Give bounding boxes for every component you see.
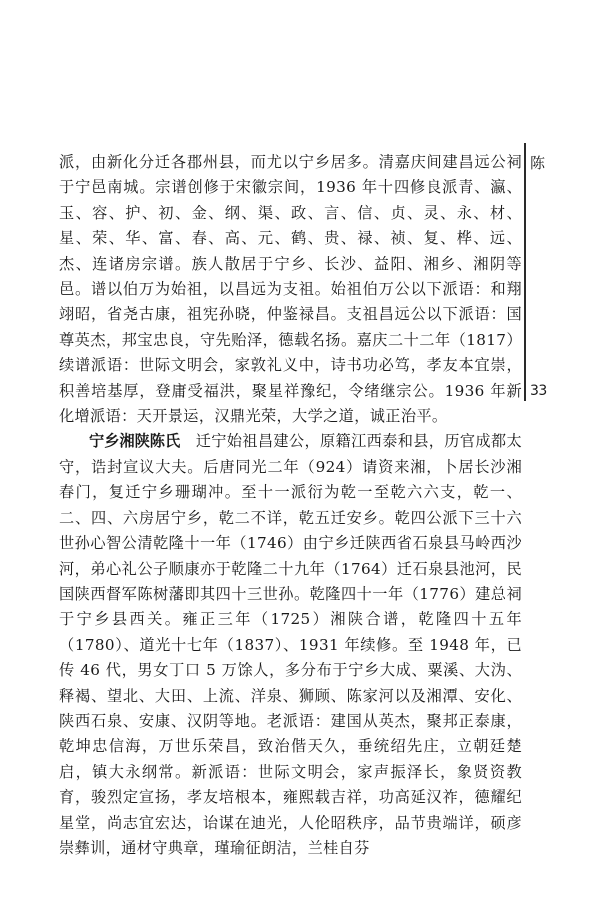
page-number: 33 [530, 383, 547, 399]
margin-rule [524, 143, 526, 401]
running-head: 陈 [530, 154, 546, 172]
paragraph-2-body: 迁宁始祖昌建公，原籍江西泰和县，历官成都太守，诰封宣议大夫。后唐同光二年（924）请资来湘，卜居长沙湘春门，复迁宁乡珊瑚冲。至十一派衍为乾一至乾六六支，乾一、二、四、六房居宁乡，乾二不详，乾五迁安乡。乾四公派下三十六世孙心智公清乾隆十一年（1746）由宁乡迁陕西省石泉县马岭西沙河，弟心礼公子顺康亦于乾隆二十九年（1764）迁石泉县池河，民国陕西督军陈树藩即其四十三世孙。乾隆四十一年（1776）建总祠于宁乡县西关。雍正三年（1725）湘陕合谱，乾隆四十五年（1780）、道光十七年（1837）、1931 年续修。至 1948 年，已传 46 代，男女丁口 5 万馀人，多分布于宁乡大成、粟溪、大沩、释褐、望北、大田、上流、洋泉、狮顾、陈家河以及湘潭、安化、陕西石泉、安康、汉阴等地。老派语：建国从英杰，聚邦正泰康，乾坤忠信海，万世乐荣昌，致治偕天久，垂统绍先庄，立朝廷楚启，镇大永纲常。新派语：世际文明会，家声振泽长，象贤资教育，骏烈定宣扬，孝友培根本，雍熙载吉祥，功高延汉祚，德耀纪星堂，尚志宜宏达，诒谋在迪光，人伦昭秩序，品节贵端详，硕彦崇彝训，通材守典章，瑾瑜征朗洁，兰桂自芬 [59, 432, 522, 857]
paragraph-2 [59, 429, 522, 861]
main-text-column [59, 150, 522, 861]
section-title: 宁乡湘陕陈氏 [89, 432, 181, 451]
paragraph-1: 派，由新化分迁各郡州县，而尤以宁乡居多。清嘉庆间建昌远公祠于宁邑南城。宗谱创修于宋徽宗间，1936 年十四修良派青、瀛、玉、容、护、初、金、纲、渠、政、言、信、贞、灵、永、材、星、荣、华、富、春、高、元、鹤、贵、禄、祯、复、桦、远、杰、连诸房宗谱。族人散居于宁乡、长沙、益阳、湘乡、湘阴等邑。谱以伯万为始祖，以昌远为支祖。始祖伯万公以下派语：和翔翊昭，省尧古康，祖宪孙晓，仲鉴禄昌。支祖昌远公以下派语：国尊英杰，邦宝忠良，守先贻泽，德载名扬。嘉庆二十二年（1817）续谱派语：世际文明会，家敦礼义中，诗书功必笃，孝友本宜崇，积善培基厚，登庸受福洪，聚星祥豫纪，令绪继宗公。1936 年新化增派语：天开景运，汉鼎光荣，大学之道，诚正治平。 [59, 153, 522, 426]
